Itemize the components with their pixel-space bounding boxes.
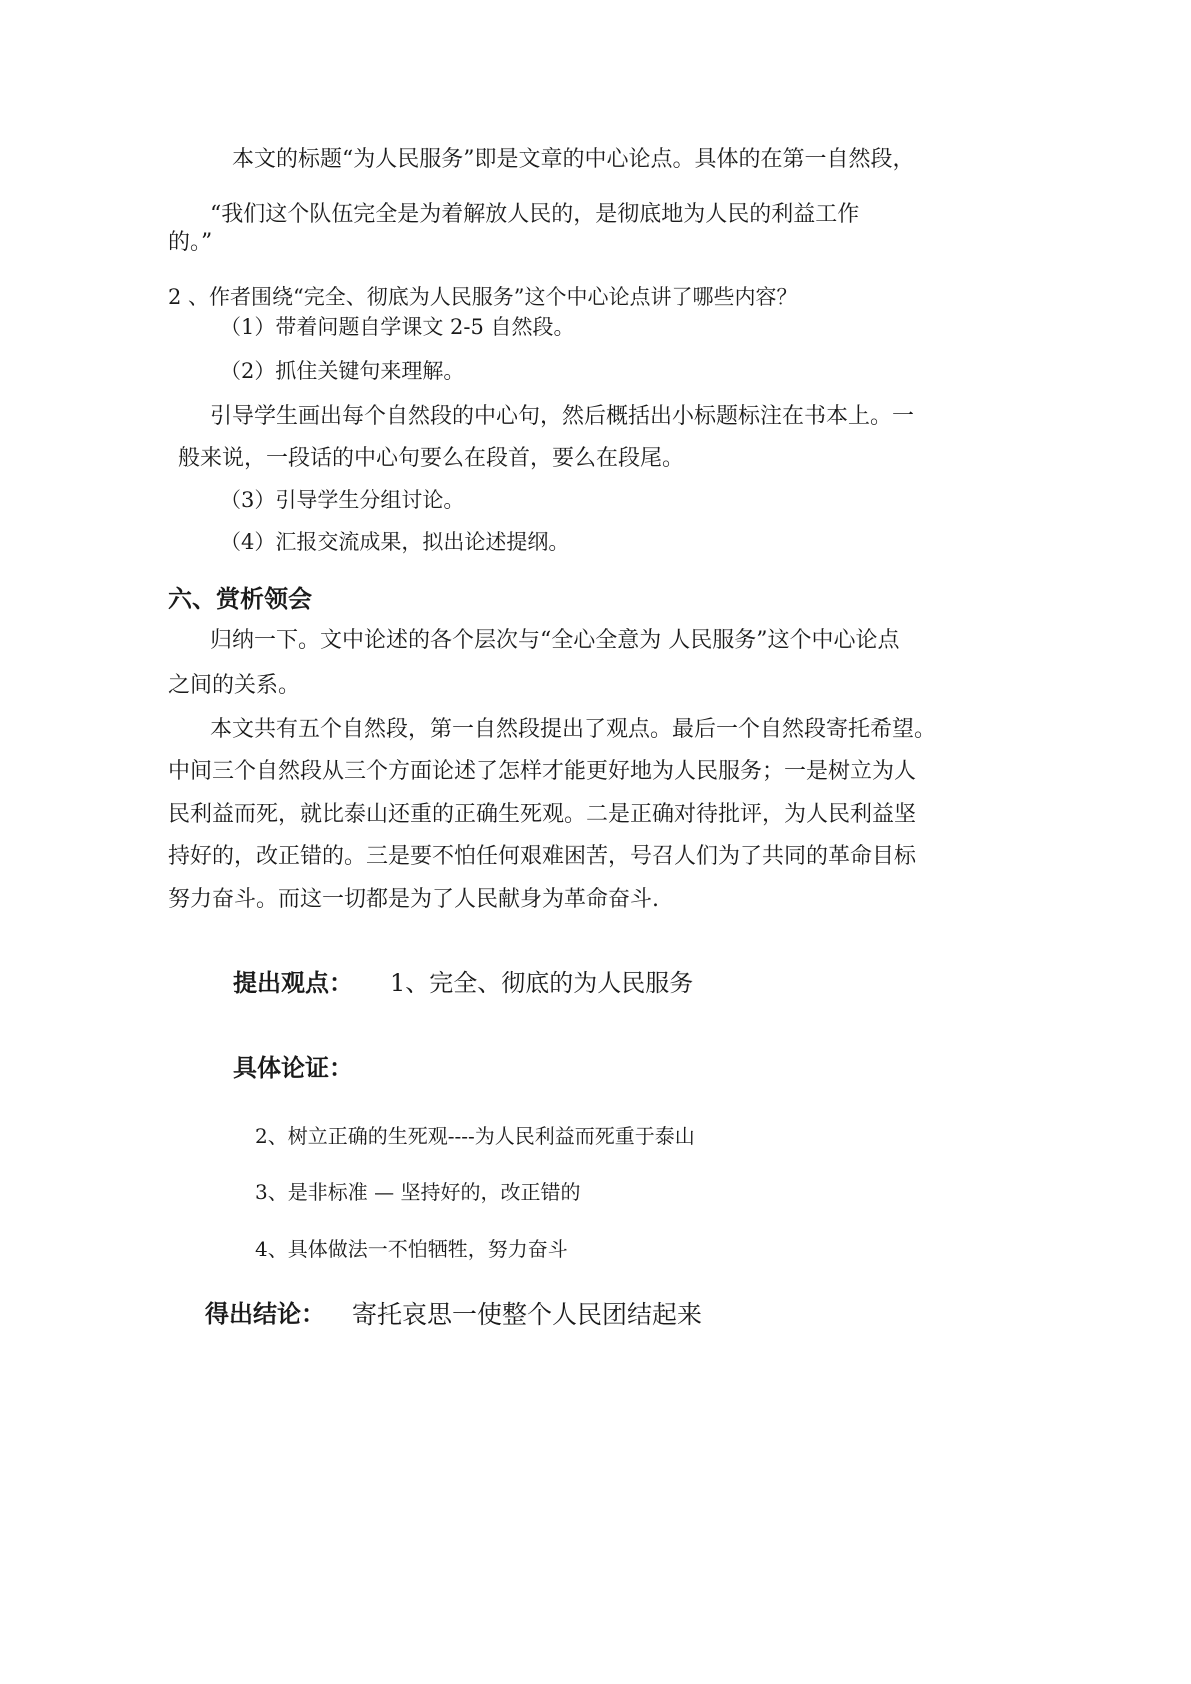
conclusion-text: 寄托哀思一使整个人民团结起来 bbox=[352, 1300, 703, 1329]
summary-paragraph-line: 之间的关系。 bbox=[168, 673, 301, 698]
guidance-paragraph-line: 般来说，一段话的中心句要么在段首，要么在段尾。 bbox=[178, 446, 685, 471]
intro-quote-line-end: 的。” bbox=[168, 230, 213, 255]
argument-item: 2、树立正确的生死观----为人民利益而死重于泰山 bbox=[255, 1124, 695, 1148]
section-heading: 六、赏析领会 bbox=[168, 584, 312, 613]
analysis-paragraph-line: 民利益而死，就比泰山还重的正确生死观。二是正确对待批评，为人民利益坚 bbox=[168, 802, 917, 827]
argument-label: 具体论证： bbox=[233, 1053, 353, 1082]
conclusion-label: 得出结论： bbox=[205, 1299, 325, 1328]
viewpoint-text: 1、完全、彻底的为人民服务 bbox=[390, 969, 694, 997]
summary-paragraph-line: 归纳一下。文中论述的各个层次与“全心全意为 人民服务”这个中心论点 bbox=[210, 628, 900, 653]
question-2-step-1: （1）带着问题自学课文 2-5 自然段。 bbox=[220, 315, 575, 339]
analysis-paragraph-line: 中间三个自然段从三个方面论述了怎样才能更好地为人民服务；一是树立为人 bbox=[168, 759, 917, 784]
analysis-paragraph-line: 努力奋斗。而这一切都是为了人民献身为革命奋斗. bbox=[168, 887, 659, 912]
intro-paragraph-line: 本文的标题“为人民服务”即是文章的中心论点。具体的在第一自然段， bbox=[232, 147, 915, 172]
argument-item: 4、具体做法一不怕牺牲，努力奋斗 bbox=[255, 1237, 568, 1261]
guidance-paragraph-line: 引导学生画出每个自然段的中心句，然后概括出小标题标注在书本上。一 bbox=[210, 404, 915, 429]
argument-item: 3、是非标准 — 坚持好的，改正错的 bbox=[255, 1180, 581, 1204]
question-2-step-4: （4）汇报交流成果，拟出论述提纲。 bbox=[220, 530, 570, 554]
question-2-step-3: （3）引导学生分组讨论。 bbox=[220, 488, 465, 512]
question-2-title: 2 、作者围绕“完全、彻底为人民服务”这个中心论点讲了哪些内容？ bbox=[168, 285, 798, 309]
analysis-paragraph-line: 持好的，改正错的。三是要不怕任何艰难困苦，号召人们为了共同的革命目标 bbox=[168, 844, 917, 869]
analysis-paragraph-line: 本文共有五个自然段，第一自然段提出了观点。最后一个自然段寄托希望。 bbox=[210, 717, 937, 742]
question-2-step-2: （2）抓住关键句来理解。 bbox=[220, 359, 465, 383]
viewpoint-label: 提出观点： bbox=[233, 968, 353, 997]
intro-quote-line: “我们这个队伍完全是为着解放人民的，是彻底地为人民的利益工作 bbox=[210, 202, 860, 227]
